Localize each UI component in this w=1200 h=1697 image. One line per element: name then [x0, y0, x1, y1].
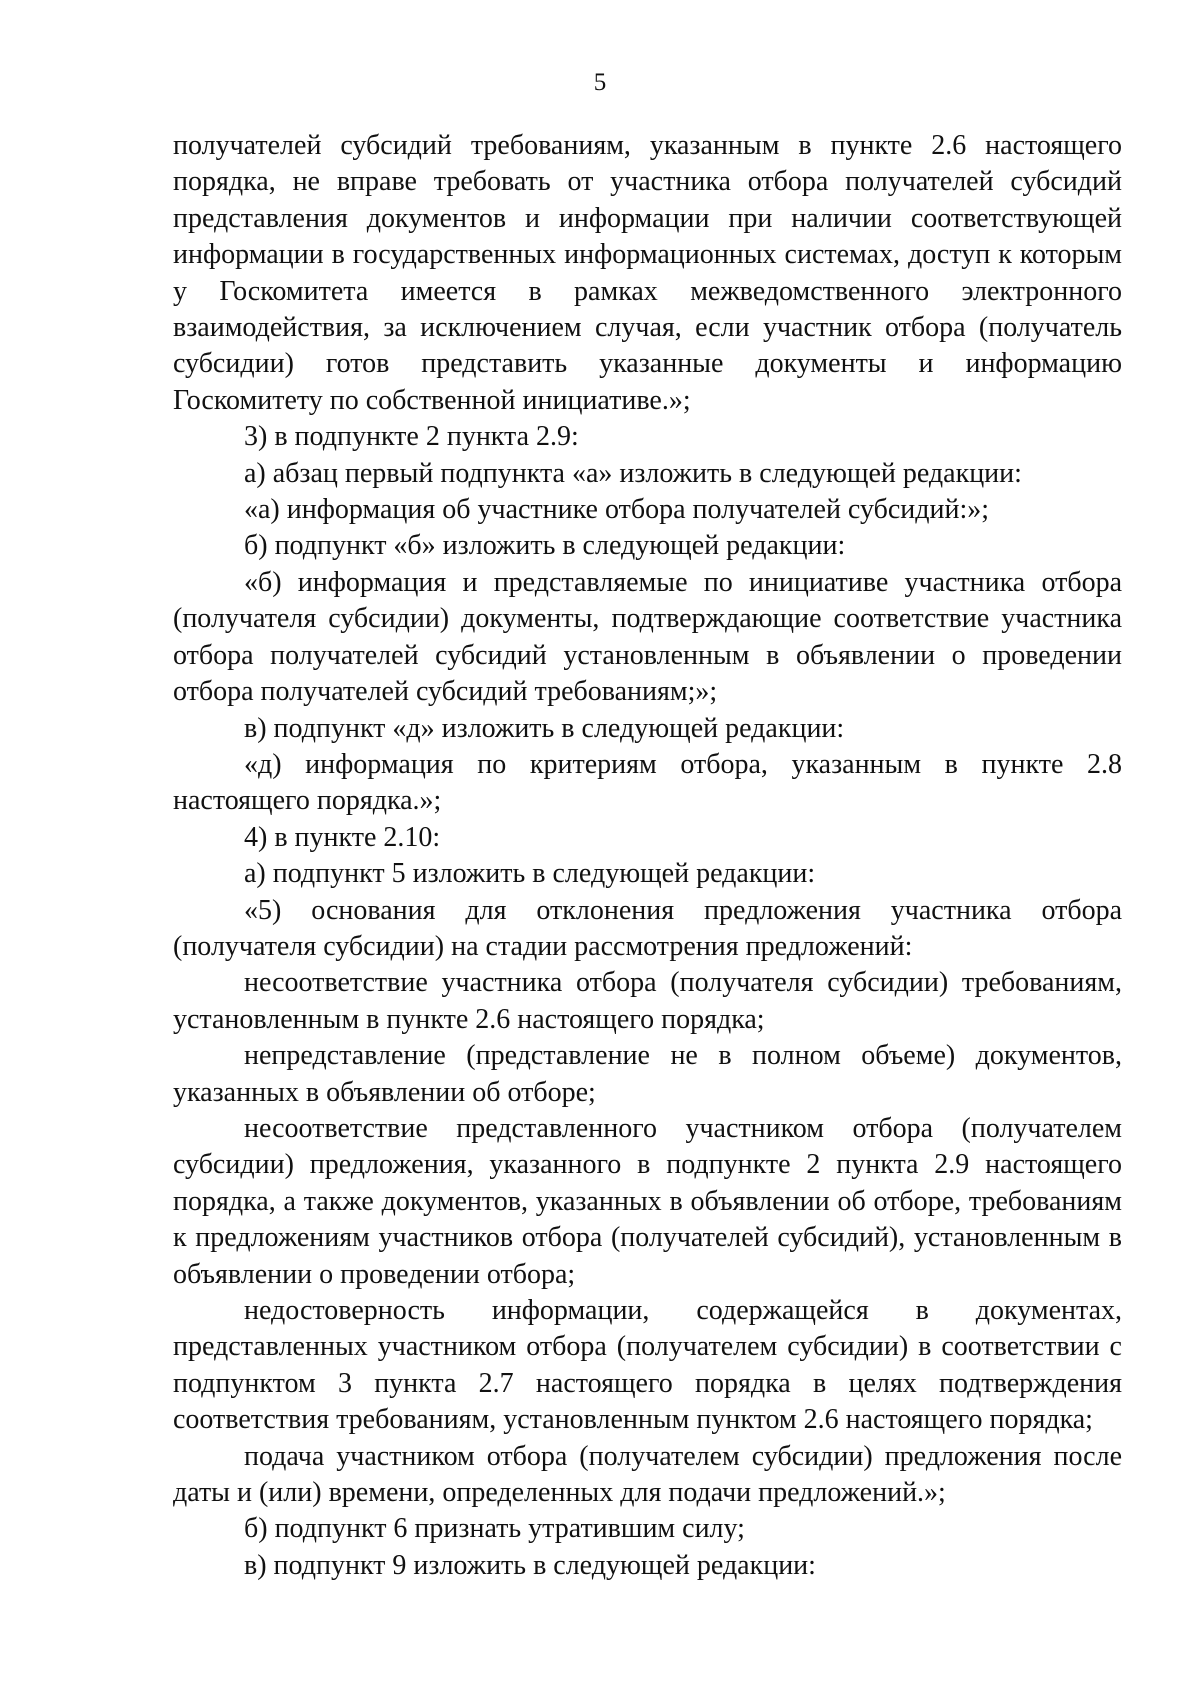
paragraph: непредставление (представление не в полном объеме) документов, указанных в объявлении об отборе; [173, 1040, 1122, 1108]
paragraph: а) подпункт 5 изложить в следующей редакции: [244, 858, 816, 890]
paragraph: 4) в пункте 2.10: [244, 821, 441, 853]
paragraph: «а) информация об участнике отбора получателей субсидий:»; [244, 494, 990, 526]
paragraph: «б) информация и представляемые по инициативе участника отбора (получателя субсидии) документы, подтверждающие соответствие участника отбора получателей субсидий установленным в объявлении о проведении отбора получателей субсидий требованиям;»; [173, 566, 1122, 708]
document-body [173, 128, 1122, 1584]
paragraph: несоответствие представленного участником отбора (получателем субсидии) предложения, указанного в подпункте 2 пункта 2.9 настоящего порядка, а также документов, указанных в объявлении об отборе, требованиям к предложениям участников отбора (получателей субсидий), установленным в объявлении о проведении отбора; [173, 1112, 1122, 1290]
paragraph: б) подпункт 6 признать утратившим силу; [244, 1513, 745, 1545]
paragraph: несоответствие участника отбора (получателя субсидии) требованиям, установленным в пункте 2.6 настоящего порядка; [173, 967, 1122, 1035]
paragraph: подача участником отбора (получателем субсидии) предложения после даты и (или) времени, определенных для подачи предложений.»; [173, 1440, 1122, 1509]
paragraph: недостоверность информации, содержащейся в документах, представленных участником отбора (получателем субсидии) в соответствии с подпунктом 3 пункта 2.7 настоящего порядка в целях подтверждения соответствия требованиям, установленным пунктом 2.6 настоящего порядка; [173, 1295, 1122, 1436]
paragraph: б) подпункт «б» изложить в следующей редакции: [244, 530, 846, 562]
paragraph: «д) информация по критериям отбора, указанным в пункте 2.8 настоящего порядка.»; [173, 748, 1122, 817]
paragraph: в) подпункт «д» изложить в следующей редакции: [244, 712, 845, 744]
paragraph: «5) основания для отклонения предложения участника отбора (получателя субсидии) на стадии рассмотрения предложений: [173, 894, 1122, 962]
paragraph: получателей субсидий требованиям, указанным в пункте 2.6 настоящего порядка, не вправе требовать от участника отбора получателей субсидий представления документов и информации при наличии соответствующей информации в государственных информационных системах, доступ к которым у Госкомитета имеется в рамках межведомственного электронного взаимодействия, за исключением случая, если участник отбора (получатель субсидии) готов представить указанные документы и информацию Госкомитету по собственной инициативе.»; [173, 130, 1122, 416]
page-number: 5 [593, 69, 607, 96]
paragraph: 3) в подпункте 2 пункта 2.9: [244, 421, 579, 453]
paragraph: а) абзац первый подпункта «а» изложить в следующей редакции: [244, 457, 1022, 489]
paragraph: в) подпункт 9 изложить в следующей редакции: [244, 1549, 816, 1581]
